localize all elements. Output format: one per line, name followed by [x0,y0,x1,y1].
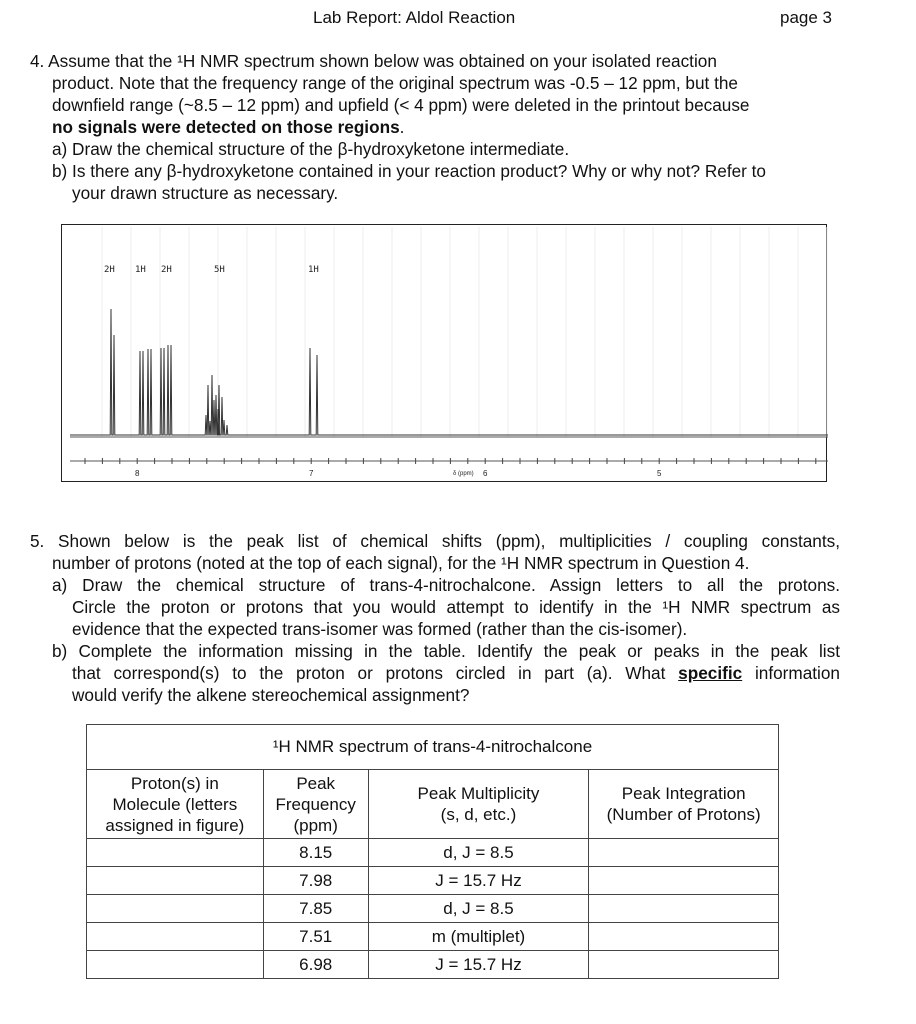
cell-protons[interactable] [87,895,264,923]
nmr-spectrum-plot [62,225,828,483]
cell-integration[interactable] [589,895,779,923]
axis-tick-label-8: 8 [135,469,140,478]
integration-label-4: 5H [214,265,225,275]
header-frequency: Peak Frequency (ppm) [263,770,368,839]
nmr-spectrum [61,224,827,482]
table-row [87,923,779,951]
cell-protons[interactable] [87,867,264,895]
q4-bold-statement: no signals were detected on those regions [52,117,400,137]
integration-label-1: 2H [104,265,115,275]
q5-intro-line-2: number of protons (noted at the top of each signal), for the ¹H NMR spectrum in Question 4. [52,553,750,573]
page-number: page 3 [780,8,832,27]
cell-protons[interactable] [87,839,264,867]
q4-line-3: downfield range (~8.5 – 12 ppm) and upfield (< 4 ppm) were deleted in the printout because [52,95,750,115]
cell-frequency: 7.98 [263,867,368,895]
cell-protons[interactable] [87,923,264,951]
q5-part-a-line-3: evidence that the expected trans-isomer was formed (rather than the cis-isomer). [72,619,688,639]
q5-part-b-line-2 [30,662,840,684]
question-4 [30,50,840,204]
cell-multiplicity: m (multiplet) [368,923,589,951]
q5-part-b-tail: information [754,663,840,683]
q4-part-a: a) Draw the chemical structure of the β-hydroxyketone intermediate. [52,139,570,159]
axis-unit-label: δ (ppm) [453,471,474,477]
question-5 [30,530,840,706]
cell-integration[interactable] [589,839,779,867]
q5-part-b-line-1: b) Complete the information missing in the table. Identify the peak or peaks in the peak list [52,641,840,661]
q4-line-4 [30,116,840,138]
header-multiplicity: Peak Multiplicity (s, d, etc.) [368,770,589,839]
cell-integration[interactable] [589,951,779,979]
cell-frequency: 6.98 [263,951,368,979]
q4-part-b-line-1: b) Is there any β-hydroxyketone contained in your reaction product? Why or why not? Refer to [52,161,766,181]
header-integration: Peak Integration (Number of Protons) [589,770,779,839]
integration-label-5: 1H [308,265,319,275]
table-row [87,895,779,923]
integration-label-2: 1H [135,265,146,275]
spectrum-trace [70,309,828,435]
q5-part-a-line-1: a) Draw the chemical structure of trans-4-nitrochalcone. Assign letters to all the protons. [52,575,840,595]
cell-multiplicity: J = 15.7 Hz [368,951,589,979]
cell-integration[interactable] [589,923,779,951]
spectrum-grid [102,227,827,437]
q5-part-a-line-2: Circle the proton or protons that you would attempt to identify in the ¹H NMR spectrum as [72,597,840,617]
axis-tick-label-5: 5 [657,469,662,478]
q4-line-2: product. Note that the frequency range of the original spectrum was -0.5 – 12 ppm, but the [52,73,738,93]
axis-tick-label-7: 7 [309,469,314,478]
q4-bold-tail: . [399,117,405,137]
axis-tick-label-6: 6 [483,469,488,478]
table-title: ¹H NMR spectrum of trans-4-nitrochalcone [87,725,779,770]
q5-part-b-text: that correspond(s) to the proton or protons circled in part (a). What [72,663,666,683]
table-row [87,839,779,867]
q5-specific-emphasis: specific [678,663,743,683]
cell-frequency: 8.15 [263,839,368,867]
q4-line-1: 4. Assume that the ¹H NMR spectrum shown below was obtained on your isolated reaction [30,51,717,71]
q5-intro-line-1: 5. Shown below is the peak list of chemical shifts (ppm), multiplicities / coupling constants, [30,531,840,551]
table-row [87,867,779,895]
nmr-peak-table [86,724,779,979]
cell-integration[interactable] [589,867,779,895]
table-row [87,951,779,979]
cell-multiplicity: J = 15.7 Hz [368,867,589,895]
integration-label-3: 2H [161,265,172,275]
q4-part-b-line-2: your drawn structure as necessary. [72,183,339,203]
cell-multiplicity: d, J = 8.5 [368,895,589,923]
page-header-title: Lab Report: Aldol Reaction [313,8,516,27]
q5-part-b-line-3: would verify the alkene stereochemical assignment? [72,685,470,705]
header-protons: Proton(s) in Molecule (letters assigned in figure) [87,770,264,839]
cell-protons[interactable] [87,951,264,979]
cell-multiplicity: d, J = 8.5 [368,839,589,867]
cell-frequency: 7.51 [263,923,368,951]
cell-frequency: 7.85 [263,895,368,923]
